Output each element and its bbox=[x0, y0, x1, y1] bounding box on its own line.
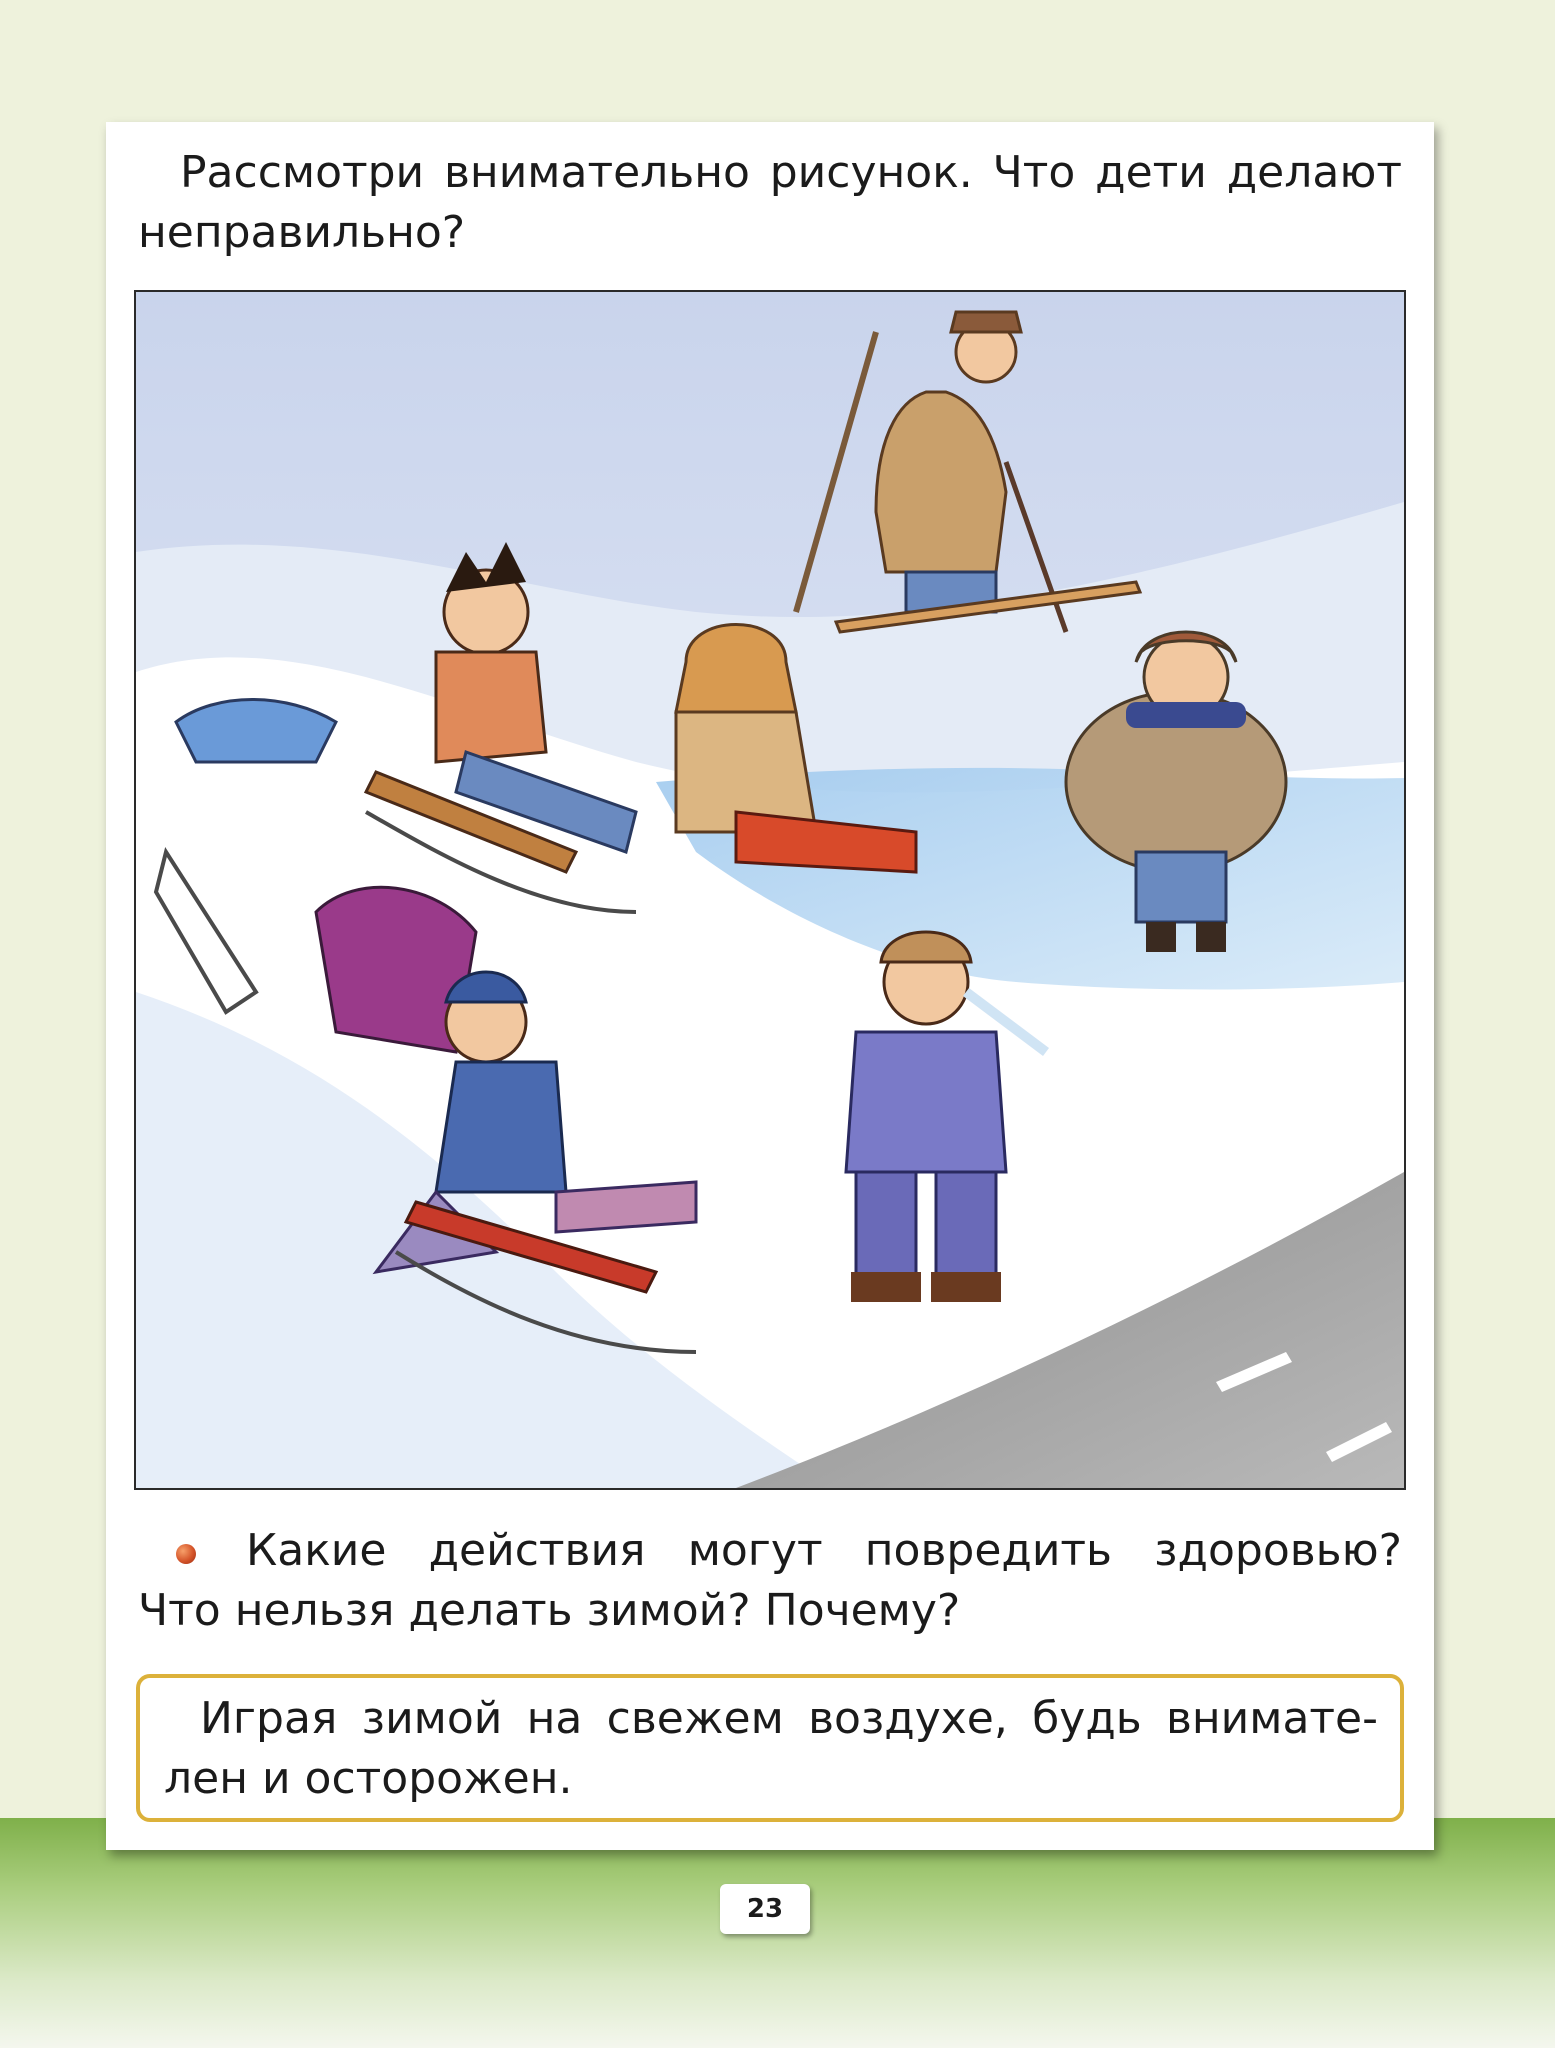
rule-line-2: лен и осторожен. bbox=[164, 1753, 573, 1804]
task-line-1: Рассмотри внимательно рисунок. Что дети делают bbox=[180, 147, 1402, 198]
question-line-1: Какие действия могут повредить здоровью? bbox=[246, 1525, 1402, 1576]
textbook-page bbox=[106, 122, 1434, 1850]
question-line-2: Что нельзя делать зимой? Почему? bbox=[138, 1585, 961, 1636]
task-line-2: неправильно? bbox=[138, 207, 466, 258]
page-number: 23 bbox=[720, 1884, 810, 1934]
rule-line-1: Играя зимой на свежем воздухе, будь внимате- bbox=[200, 1693, 1378, 1744]
rule-frame bbox=[136, 1674, 1404, 1822]
winter-illustration bbox=[134, 290, 1406, 1490]
